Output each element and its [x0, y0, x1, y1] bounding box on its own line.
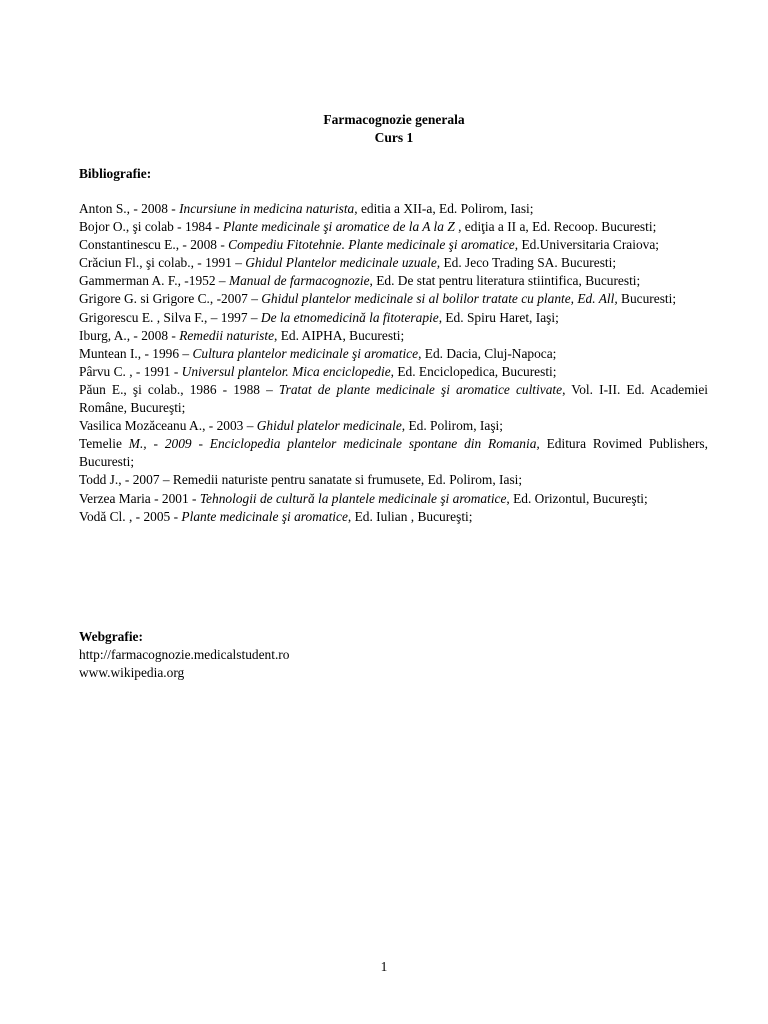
bibliography-entry: Păun E., şi colab., 1986 - 1988 – Tratat de plante medicinale şi aromatice cultivate, Vol. I-II. Ed. Academiei Române, Bucureşti; — [79, 381, 708, 416]
bibliography-entry: Grigore G. si Grigore C., -2007 – Ghidul plantelor medicinale si al bolilor tratate cu plante, Ed. All, Bucuresti; — [79, 291, 677, 307]
web-link[interactable]: http://farmacognozie.medicalstudent.ro — [79, 647, 290, 662]
bibliography-entry: Pârvu C. , - 1991 - Universul plantelor. Mica enciclopedie, Ed. Enciclopedica, Bucuresti; — [79, 363, 557, 379]
bibliography-entry: Bojor O., şi colab - 1984 - Plante medicinale şi aromatice de la A la Z , ediţia a II a, Ed. Recoop. Bucuresti; — [79, 219, 657, 235]
bibliography-entry: Todd J., - 2007 – Remedii naturiste pentru sanatate si frumusete, Ed. Polirom, Iasi; — [79, 472, 523, 488]
bibliography-entry: Iburg, A., - 2008 - Remedii naturiste, Ed. AIPHA, Bucuresti; — [79, 327, 405, 343]
page-number: 1 — [380, 959, 388, 974]
document-title: Farmacognozie generala — [323, 112, 465, 127]
bibliography-entry: Grigorescu E. , Silva F., – 1997 – De la etnomedicină la fitoterapie, Ed. Spiru Haret, Iaşi; — [79, 309, 559, 325]
bibliography-heading: Bibliografie: — [79, 166, 152, 181]
bibliography-entry: Crăciun Fl., şi colab., - 1991 – Ghidul Plantelor medicinale uzuale, Ed. Jeco Trading SA. Bucuresti; — [79, 255, 617, 271]
bibliography-entry: Constantinescu E., - 2008 - Compediu Fitotehnie. Plante medicinale şi aromatice, Ed.Universitaria Craiova; — [79, 237, 660, 253]
document-subtitle: Curs 1 — [374, 130, 414, 145]
webography-heading: Webgrafie: — [79, 629, 143, 644]
bibliography-entry: Verzea Maria - 2001 - Tehnologii de cultură la plantele medicinale şi aromatice, Ed. Orizontul, Bucureşti; — [79, 490, 648, 506]
bibliography-entry: Vodă Cl. , - 2005 - Plante medicinale şi aromatice, Ed. Iulian , Bucureşti; — [79, 508, 473, 524]
bibliography-list — [79, 200, 708, 526]
webography-list — [79, 646, 289, 682]
bibliography-entry: Muntean I., - 1996 – Cultura plantelor medicinale şi aromatice, Ed. Dacia, Cluj-Napoca; — [79, 345, 557, 361]
bibliography-entry: Temelie M., - 2009 - Enciclopedia plantelor medicinale spontane din Romania, Editura Rovimed Publishers, Bucuresti; — [79, 436, 708, 470]
web-link[interactable]: www.wikipedia.org — [79, 665, 185, 680]
bibliography-entry: Gammerman A. F., -1952 – Manual de farmacognozie, Ed. De stat pentru literatura stiintifica, Bucuresti; — [79, 273, 641, 289]
bibliography-entry: Anton S., - 2008 - Incursiune in medicina naturista, editia a XII-a, Ed. Polirom, Iasi; — [79, 201, 534, 216]
bibliography-entry: Vasilica Mozăceanu A., - 2003 – Ghidul platelor medicinale, Ed. Polirom, Iaşi; — [79, 418, 503, 434]
